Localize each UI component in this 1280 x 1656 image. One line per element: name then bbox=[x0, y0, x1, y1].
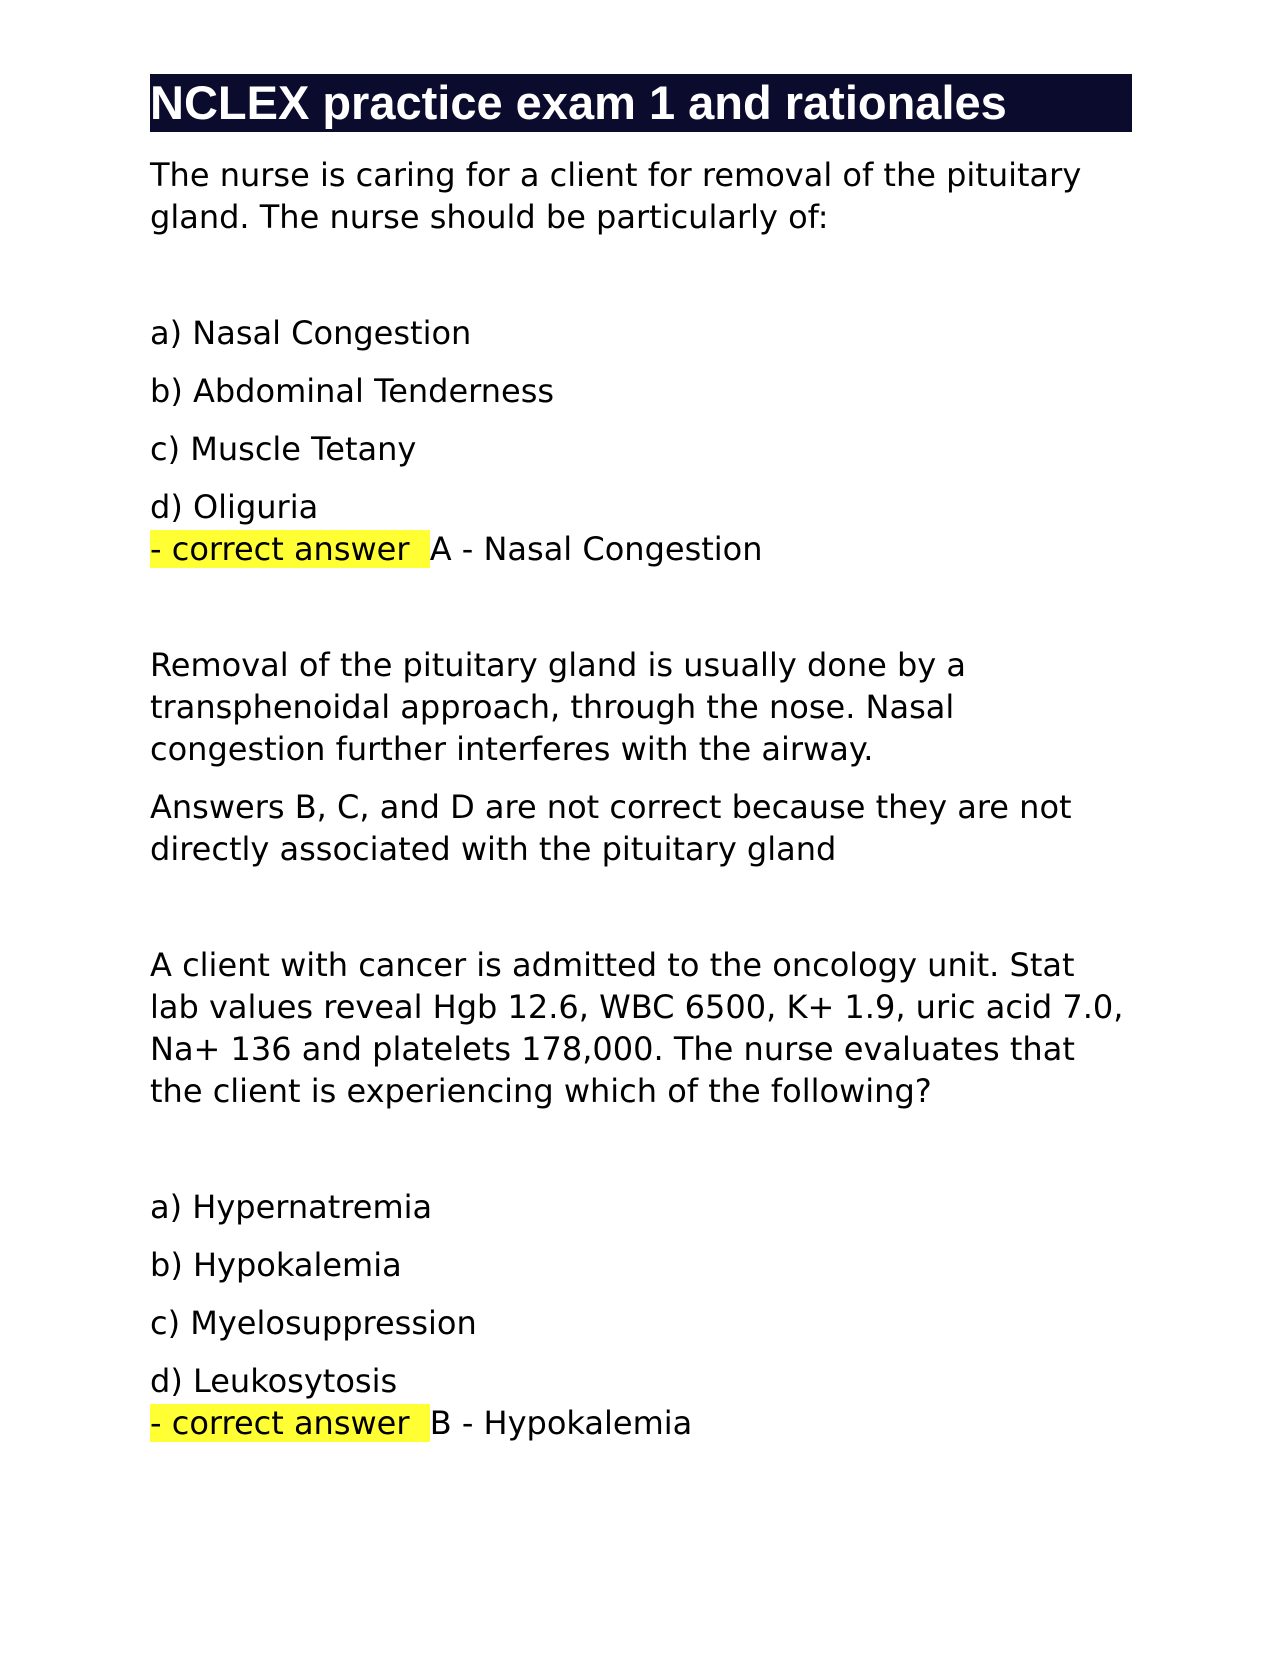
correct-answer-label: - correct answer bbox=[150, 530, 430, 568]
question-2-option-a: a) Hypernatremia bbox=[150, 1188, 433, 1226]
question-1-answer bbox=[150, 528, 1132, 570]
question-2-option-c: c) Myelosuppression bbox=[150, 1304, 477, 1342]
question-2-answer bbox=[150, 1402, 1132, 1444]
question-1-text: The nurse is caring for a client for removal of the pituitary gland. The nurse should be particularly of: bbox=[150, 156, 1082, 236]
document-page bbox=[150, 74, 1132, 1444]
question-2-text: A client with cancer is admitted to the oncology unit. Stat lab values reveal Hgb 12.6, WBC 6500, K+ 1.9, uric acid 7.0, Na+ 136 and platelets 178,000. The nurse evaluates that the client is experiencing which of the following? bbox=[150, 946, 1124, 1110]
question-1-option-b: b) Abdominal Tenderness bbox=[150, 372, 555, 410]
question-1-answer-value: A - Nasal Congestion bbox=[429, 530, 763, 568]
question-2-option-d: d) Leukosytosis bbox=[150, 1362, 398, 1400]
question-1-option-d: d) Oliguria bbox=[150, 488, 319, 526]
question-1-rationale-2: Answers B, C, and D are not correct because they are not directly associated with the pituitary gland bbox=[150, 788, 1072, 868]
question-1-rationale-1: Removal of the pituitary gland is usually done by a transphenoidal approach, through the nose. Nasal congestion further interferes with the airway. bbox=[150, 646, 966, 768]
question-1-option-c: c) Muscle Tetany bbox=[150, 430, 417, 468]
question-2-option-b: b) Hypokalemia bbox=[150, 1246, 402, 1284]
correct-answer-label: - correct answer bbox=[150, 1404, 430, 1442]
document-title: NCLEX practice exam 1 and rationales bbox=[150, 74, 1132, 132]
question-2-answer-value: B - Hypokalemia bbox=[429, 1404, 693, 1442]
question-1-option-a: a) Nasal Congestion bbox=[150, 314, 472, 352]
